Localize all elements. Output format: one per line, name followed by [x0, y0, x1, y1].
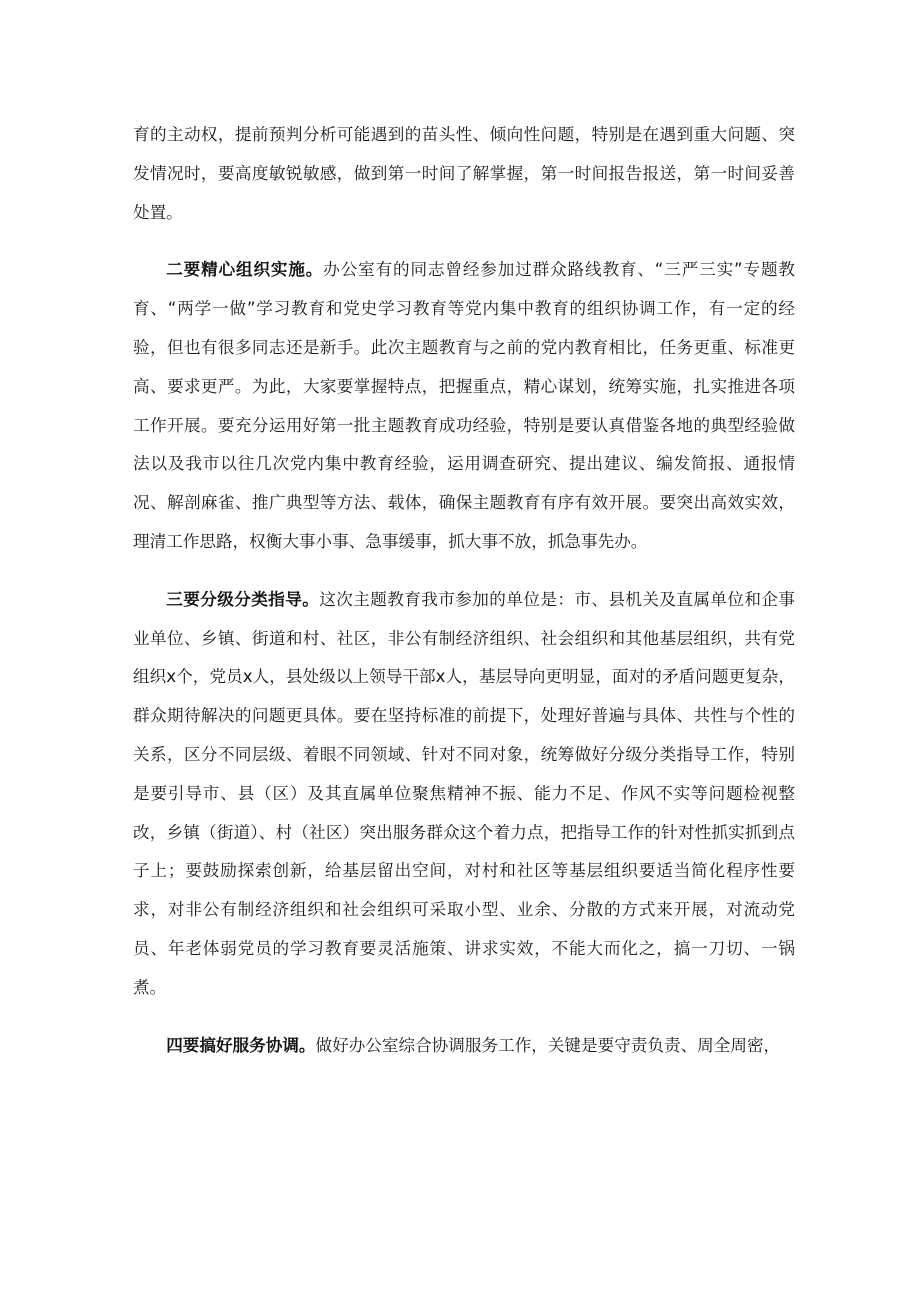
paragraph-heading: 四要搞好服务协调。 [166, 1035, 316, 1055]
paragraph-text: 这次主题教育我市参加的单位是：市、县机关及直属单位和企事业单位、乡镇、街道和村、社区，非公有制经济组织、社会组织和其他基层组织，共有党组织x个，党员x人，县处级以上领导干部x人，基层导向更明显，面对的矛盾问题更复杂，群众期待解决的问题更具体。要在坚持标准的前提下，处理好普遍与具体、共性与个性的关系，区分不同层级、着眼不同领域、针对不同对象，统筹做好分级分类指导工作，特别是要引导市、县（区）及其直属单位聚焦精神不振、能力不足、作风不实等问题检视整改，乡镇（街道）、村（社区）突出服务群众这个着力点，把指导工作的针对性抓实抓到点子上；要鼓励探索创新，给基层留出空间，对村和社区等基层组织要适当简化程序性要求，对非公有制经济组织和社会组织可采取小型、业余、分散的方式来开展，对流动党员、年老体弱党员的学习教育要灵活施策、讲求实效，不能大而化之，搞一刀切、一锅煮。 [133, 589, 796, 997]
paragraph-implementation [133, 251, 795, 561]
paragraph-guidance [133, 581, 795, 1008]
paragraph-heading: 二要精心组织实施。 [166, 260, 324, 280]
document-body [133, 116, 795, 1084]
paragraph-text: 办公室有的同志曾经参加过群众路线教育、“三严三实”专题教育、“两学一做”学习教育和党史学习教育等党内集中教育的组织协调工作，有一定的经验，但也有很多同志还是新手。此次主题教育与之前的党内教育相比，任务更重、标准更高、要求更严。为此，大家要掌握特点，把握重点，精心谋划，统筹实施，扎实推进各项工作开展。要充分运用好第一批主题教育成功经验，特别是要认真借鉴各地的典型经验做法以及我市以往几次党内集中教育经验，运用调查研究、提出建议、编发简报、通报情况、解剖麻雀、推广典型等方法、载体，确保主题教育有序有效开展。要突出高效实效，理清工作思路，权衡大事小事、急事缓事，抓大事不放，抓急事先办。 [133, 260, 796, 551]
paragraph-continuation [133, 116, 795, 232]
paragraph-coordination [133, 1027, 795, 1066]
paragraph-text: 做好办公室综合协调服务工作，关键是要守责负责、周全周密， [315, 1035, 781, 1055]
paragraph-text: 育的主动权，提前预判分析可能遇到的苗头性、倾向性问题，特别是在遇到重大问题、突发情况时，要高度敏锐敏感，做到第一时间了解掌握，第一时间报告报送，第一时间妥善处置。 [133, 125, 795, 222]
paragraph-heading: 三要分级分类指导。 [166, 589, 320, 609]
